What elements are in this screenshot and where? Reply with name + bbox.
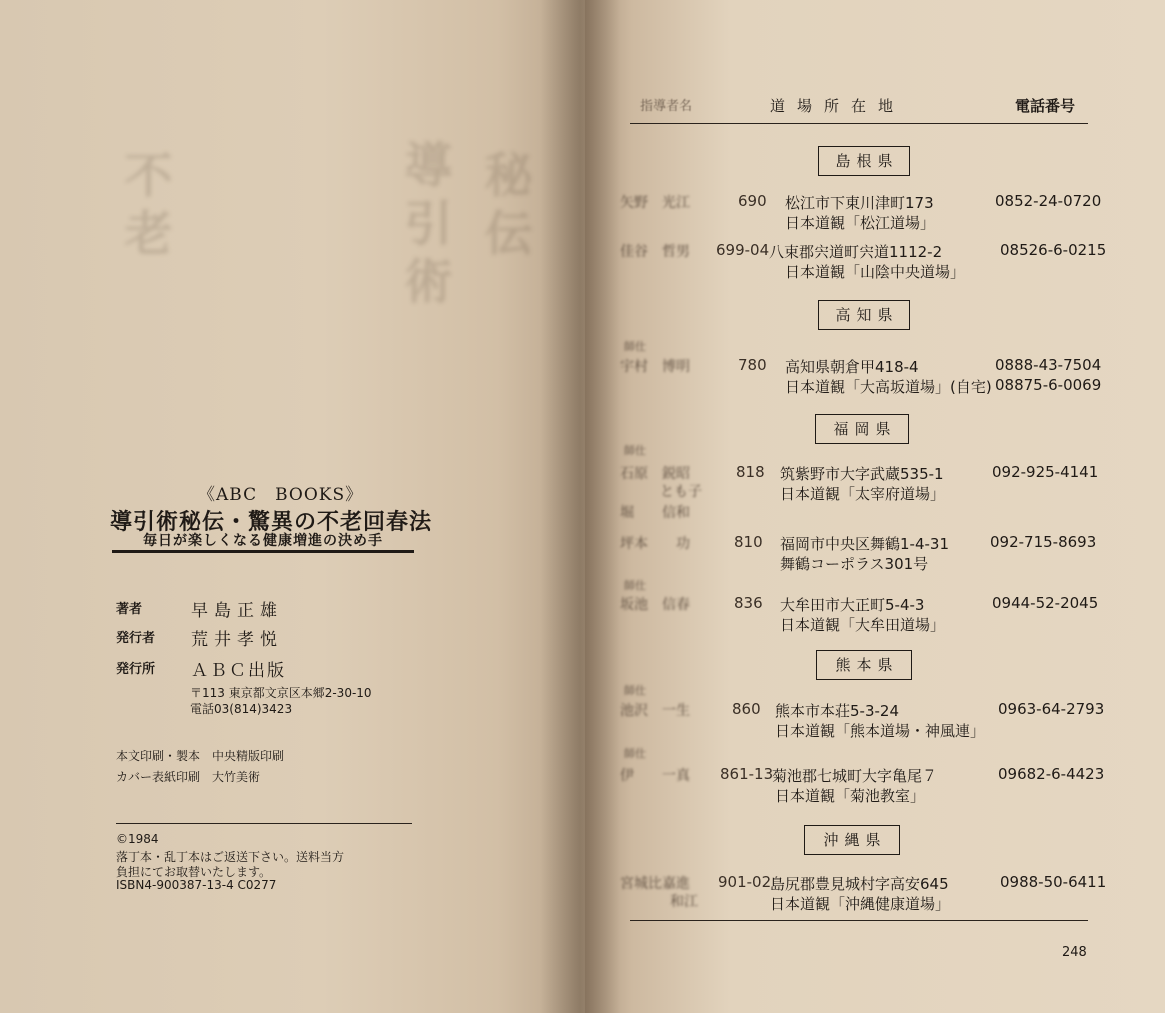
postal-code: 780 <box>738 356 767 374</box>
phone-number: 0944-52-2045 <box>992 594 1099 612</box>
footer-rule <box>630 920 1088 921</box>
postal-code: 690 <box>738 192 767 210</box>
address-line: 島尻郡豊見城村字高安645 <box>770 875 949 893</box>
phone-number: 0852-24-0720 <box>995 192 1102 210</box>
address-line: 松江市下東川津町173 <box>785 194 934 212</box>
address-line: 菊池郡七城町大字亀尾７ <box>772 767 938 785</box>
shihan-mark: 師仕 <box>624 340 646 353</box>
entry-sanin <box>620 241 1110 287</box>
header-location: 道場所在地 <box>770 97 906 115</box>
dojo-name: 日本道観「大牟田道場」 <box>780 616 946 634</box>
phone-number: 0988-50-6411 <box>1000 873 1107 891</box>
address-line: 熊本市本荘5-3-24 <box>775 702 899 720</box>
entry-maizuru <box>620 533 1110 579</box>
address-line: 福岡市中央区舞鶴1-4-31 <box>780 535 949 553</box>
return-notice-cont: 負担にてお取替いたします。 <box>116 865 272 879</box>
series-name: 《ABC BOOKS》 <box>198 485 364 505</box>
show-through-text: 導引術 <box>396 140 452 314</box>
shihan-mark: 師仕 <box>624 579 646 592</box>
instructor-name: 宇村 博明 <box>620 359 690 375</box>
entry-matsue <box>620 192 1110 238</box>
address-line: 筑紫野市大字武蔵535-1 <box>780 465 944 483</box>
instructor-name: 坂池 信春 <box>620 597 690 613</box>
dojo-name: 日本道観「大高坂道場」(自宅) <box>785 378 992 396</box>
text-printing: 本文印刷・製本 中央精版印刷 <box>116 749 285 763</box>
instructor-name: 伊 一真 <box>620 768 690 784</box>
postal-code: 901-02 <box>718 873 772 891</box>
book-subtitle: 毎日が楽しくなる健康増進の決め手 <box>112 530 414 553</box>
postal-code: 861-13 <box>720 765 774 783</box>
instructor-name-second: 和江 <box>670 894 698 910</box>
cover-printing: カバー表紙印刷 大竹美術 <box>116 770 261 784</box>
address-line: 八束郡宍道町宍道1112-2 <box>769 243 943 261</box>
instructor-name: 石原 鋭昭 <box>620 466 690 482</box>
office-label: 発行所 <box>116 662 156 677</box>
author-label: 著者 <box>116 602 143 617</box>
prefecture-fukuoka: 福岡県 <box>815 414 909 444</box>
publisher-phone: 電話03(814)3423 <box>190 702 293 716</box>
dojo-name: 日本道観「山陰中央道場」 <box>785 263 966 281</box>
entry-kumamoto <box>620 700 1110 746</box>
postal-code: 818 <box>736 463 765 481</box>
entry-kikuchi <box>620 765 1110 811</box>
entry-hori <box>620 502 1110 522</box>
header-phone: 電話番号 <box>1015 97 1076 115</box>
dojo-name: 日本道観「太宰府道場」 <box>780 485 946 503</box>
entry-otakasaka <box>620 356 1110 402</box>
issuer-label: 発行者 <box>116 631 156 646</box>
instructor-name: 堀 信和 <box>620 505 690 521</box>
prefecture-kochi: 高知県 <box>818 300 910 330</box>
instructor-name: 池沢 一生 <box>620 703 690 719</box>
phone-number: 09682-6-4423 <box>998 765 1105 783</box>
isbn: ISBN4-900387-13-4 C0277 <box>116 878 277 892</box>
phone-number: 092-715-8693 <box>990 533 1097 551</box>
shihan-mark: 師仕 <box>624 684 646 697</box>
postal-code: 810 <box>734 533 763 551</box>
phone-number-home: 08875-6-0069 <box>995 376 1102 394</box>
phone-number: 092-925-4141 <box>992 463 1099 481</box>
phone-number: 08526-6-0215 <box>1000 241 1107 259</box>
phone-number: 0888-43-7504 <box>995 356 1102 374</box>
return-notice: 落丁本・乱丁本はご返送下さい。送料当方 <box>116 850 345 864</box>
colophon-divider <box>116 823 412 824</box>
prefecture-kumamoto: 熊本県 <box>816 650 912 680</box>
header-instructor: 指導者名 <box>640 99 693 114</box>
dojo-name: 日本道観「沖縄健康道場」 <box>770 895 951 913</box>
postal-code: 836 <box>734 594 763 612</box>
instructor-name: 宮城比嘉進 <box>620 876 690 892</box>
entry-okinawa <box>620 873 1110 919</box>
office-name: ＡＢＣ出版 <box>191 661 286 681</box>
prefecture-shimane: 島根県 <box>818 146 910 176</box>
dojo-name: 日本道観「松江道場」 <box>785 214 936 232</box>
book-gutter <box>540 0 620 1013</box>
publisher-address: 〒113 東京都文京区本郷2-30-10 <box>190 686 372 700</box>
author-name: 早島正雄 <box>191 601 283 621</box>
phone-number: 0963-64-2793 <box>998 700 1105 718</box>
instructor-name: 坪本 功 <box>620 536 690 552</box>
entry-omuta <box>620 594 1110 640</box>
dojo-name: 舞鶴コーポラス301号 <box>780 555 929 573</box>
address-line: 大牟田市大正町5-4-3 <box>780 596 925 614</box>
instructor-name: 佳谷 哲男 <box>620 244 690 260</box>
instructor-name: 矢野 光江 <box>620 195 690 211</box>
issuer-name: 荒井孝悦 <box>191 630 283 650</box>
shihan-mark: 師仕 <box>624 747 646 760</box>
postal-code: 699-04 <box>716 241 770 259</box>
address-line: 高知県朝倉甲418-4 <box>785 358 919 376</box>
header-rule <box>630 123 1088 124</box>
shihan-mark: 師仕 <box>624 444 646 457</box>
instructor-name-second: とも子 <box>660 484 702 500</box>
postal-code: 860 <box>732 700 761 718</box>
dojo-name: 日本道観「菊池教室」 <box>775 787 926 805</box>
dojo-name: 日本道観「熊本道場・神風連」 <box>775 722 986 740</box>
prefecture-okinawa: 沖縄県 <box>804 825 900 855</box>
copyright: ©1984 <box>116 832 159 846</box>
show-through-text: 不老 <box>116 150 172 266</box>
page-number: 248 <box>1062 945 1087 960</box>
book-title: 導引術秘伝・驚異の不老回春法 <box>110 510 433 535</box>
show-through-text: 秘伝 <box>476 150 532 266</box>
